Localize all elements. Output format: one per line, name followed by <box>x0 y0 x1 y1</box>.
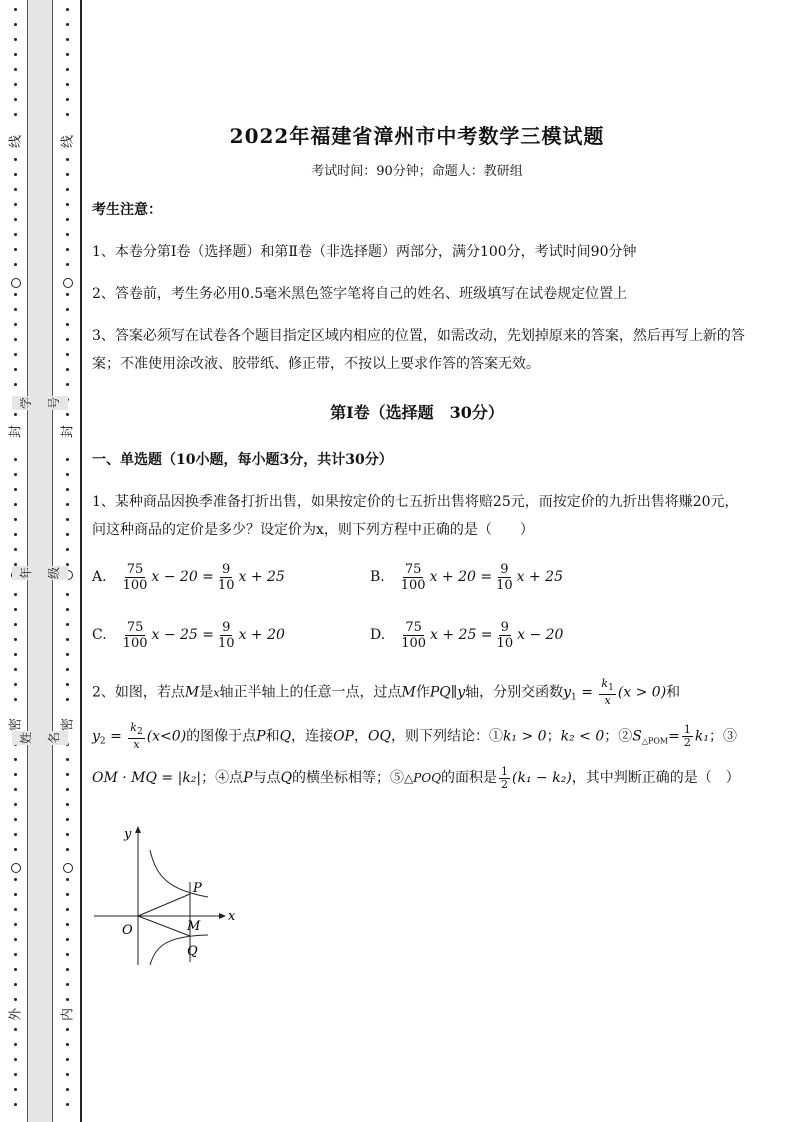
binding-dot <box>14 53 17 56</box>
binding-dot <box>14 818 17 821</box>
text-run: ，其中判断正确的是（ ） <box>571 770 740 786</box>
condition-x-positive: (x > 0) <box>617 684 667 701</box>
area-symbol: S <box>632 728 642 745</box>
binding-dot <box>14 203 17 206</box>
point-m: M <box>184 684 200 701</box>
option-label: B. <box>370 569 385 585</box>
binding-dot <box>14 323 17 326</box>
fraction-denominator: 2 <box>501 777 509 791</box>
x-axis-arrow <box>219 913 226 919</box>
point-q: Q <box>280 770 293 786</box>
binding-dot <box>66 323 69 326</box>
binding-dot <box>66 1058 69 1061</box>
p-label: P <box>193 881 202 896</box>
k1-symbol: k <box>601 677 609 690</box>
x-axis-label: x <box>228 909 236 924</box>
fraction-numerator: 9 <box>222 561 231 577</box>
binding-dot <box>14 908 17 911</box>
text-run: ，则下列结论：① <box>390 728 503 745</box>
fraction-denominator: 10 <box>496 635 514 651</box>
notice-item-2: 2、答卷前，考生务必用0.5毫米黑色签字笔将自己的姓名、班级填写在试卷规定位置上 <box>92 286 628 302</box>
binding-dot <box>14 338 17 341</box>
binding-dot <box>66 548 69 551</box>
part-one-heading: 一、单选题（10小题，每小题3分，共计30分） <box>92 452 393 468</box>
question-2-line-2: $y_2$ = $\frac{k_2}{x}$ (x<0)的图像于点P和Q，连接OP，OQ，则下列结论：①k₁ > 0；k₂ < 0；$②S_{\triangle POM}=$ $\frac{1}{2}$ k₁；③ <box>92 721 737 751</box>
question-2-line-1: 2、如图，若点M是x轴正半轴上的任意一点，过点M作PQ∥y轴，分别交函数$y_1$ = $\frac{k_1}{x}$ (x > 0)和 <box>92 677 681 707</box>
text-run: 与点 <box>252 770 281 786</box>
equation-tail: x + 25 <box>238 569 285 585</box>
point-m: M <box>401 684 416 701</box>
page-title: 2022年福建省漳州市中考数学三模试题 <box>229 124 605 148</box>
text-run: 的横坐标相等；⑤ <box>292 770 405 786</box>
binding-dot <box>14 38 17 41</box>
binding-dot <box>66 848 69 851</box>
binding-dot <box>14 248 17 251</box>
binding-dot <box>66 518 69 521</box>
binding-dot <box>14 548 17 551</box>
binding-dot <box>14 938 17 941</box>
binding-dot <box>66 203 69 206</box>
text-run: 和 <box>666 684 681 701</box>
binding-dot <box>66 938 69 941</box>
fraction-denominator: 100 <box>122 577 148 593</box>
binding-dot <box>14 308 17 311</box>
field-name: 姓名 <box>12 731 68 745</box>
binding-dot <box>14 98 17 101</box>
binding-dot <box>66 833 69 836</box>
field-student-number: 学号 <box>12 396 68 410</box>
binding-ring <box>63 278 73 288</box>
binding-dot <box>14 803 17 806</box>
binding-dot <box>14 218 17 221</box>
equation-middle: x − 25 = <box>151 627 215 643</box>
equation-tail: x + 20 <box>238 627 285 643</box>
triangle-poq: △POQ <box>404 771 442 785</box>
binding-margin <box>0 0 86 1122</box>
binding-dot <box>14 683 17 686</box>
binding-dot <box>66 8 69 11</box>
binding-dot <box>14 623 17 626</box>
binding-dot <box>66 113 69 116</box>
binding-dot <box>14 233 17 236</box>
inner-label-inside: 内 <box>60 1008 76 1022</box>
fraction-numerator: 1 <box>683 723 691 736</box>
x-axis-symbol: x <box>213 686 220 700</box>
text-run: ，连接 <box>291 728 334 745</box>
outer-label-outside: 外 <box>8 1008 24 1022</box>
binding-dot <box>66 293 69 296</box>
binding-dot <box>66 53 69 56</box>
conclusion-1a: k₁ > 0 <box>502 728 547 745</box>
equation-middle: x + 25 = <box>430 627 493 643</box>
binding-dot <box>14 68 17 71</box>
binding-dot <box>66 263 69 266</box>
option-d[interactable] <box>370 615 563 655</box>
binding-dot <box>14 23 17 26</box>
binding-dot <box>66 83 69 86</box>
m-label: M <box>187 919 201 934</box>
equation-tail: x − 20 <box>517 627 564 643</box>
text-run: 的面积是 <box>441 770 498 786</box>
binding-dot <box>66 698 69 701</box>
binding-dot <box>66 608 69 611</box>
inner-label-secret: 密 <box>60 718 76 732</box>
y-axis-arrow <box>135 826 141 833</box>
outer-label-secret: 密 <box>8 718 24 732</box>
option-b[interactable] <box>370 557 563 597</box>
binding-dot <box>14 1073 17 1076</box>
binding-dot <box>14 413 17 416</box>
segment-oq-line <box>138 916 190 936</box>
text-run: 的图像于点 <box>186 728 257 745</box>
segment-op: OP <box>333 728 354 745</box>
binding-dot <box>66 623 69 626</box>
binding-dot <box>14 953 17 956</box>
binding-dot <box>66 38 69 41</box>
binding-dot <box>66 368 69 371</box>
binding-dot <box>14 353 17 356</box>
binding-dot <box>14 968 17 971</box>
binding-dot <box>66 158 69 161</box>
binding-dot <box>66 188 69 191</box>
binding-dot <box>14 368 17 371</box>
binding-dot <box>66 998 69 1001</box>
binding-ring <box>11 863 21 873</box>
binding-dot <box>66 968 69 971</box>
fraction-denominator: 100 <box>401 635 427 651</box>
binding-dot <box>14 758 17 761</box>
binding-dot <box>66 233 69 236</box>
pq-parallel-y: PQ∥y <box>429 684 466 701</box>
binding-dot <box>14 533 17 536</box>
field-grade: 年级 <box>12 566 68 580</box>
outer-dotted-line <box>13 0 19 1122</box>
binding-dot <box>14 998 17 1001</box>
fraction-denominator: 100 <box>400 577 426 593</box>
binding-dot <box>14 518 17 521</box>
fraction-numerator: 9 <box>500 619 509 635</box>
fraction-numerator: 75 <box>126 561 144 577</box>
binding-dot <box>14 848 17 851</box>
conclusion-3: OM · MQ = |k₂| <box>92 770 202 786</box>
binding-dot <box>66 308 69 311</box>
binding-dot <box>66 683 69 686</box>
binding-dot <box>66 638 69 641</box>
option-label: D. <box>370 627 386 643</box>
binding-dot <box>14 1103 17 1106</box>
fraction-numerator: 75 <box>126 619 144 635</box>
binding-dot <box>66 878 69 881</box>
binding-rule <box>80 0 82 1122</box>
binding-dot <box>14 788 17 791</box>
inner-dotted-line <box>65 0 71 1122</box>
binding-dot <box>66 953 69 956</box>
text-run: ；③ <box>708 728 737 745</box>
binding-dot <box>14 263 17 266</box>
text-run: ， <box>353 728 368 745</box>
equation-middle: x + 20 = <box>429 569 493 585</box>
binding-dot <box>66 983 69 986</box>
fraction-numerator: 9 <box>500 561 509 577</box>
point-p: P <box>256 728 266 745</box>
fraction-denominator: 2 <box>683 736 691 749</box>
binding-dot <box>66 248 69 251</box>
binding-dot <box>14 473 17 476</box>
point-p: P <box>243 770 253 786</box>
binding-dot <box>14 983 17 986</box>
binding-dot <box>66 383 69 386</box>
binding-dot <box>14 383 17 386</box>
binding-ring <box>63 863 73 873</box>
text-run: ；② <box>604 728 633 745</box>
fraction-denominator: 10 <box>218 635 235 651</box>
binding-dot <box>66 473 69 476</box>
binding-dot <box>66 908 69 911</box>
binding-dot <box>66 803 69 806</box>
binding-dot <box>14 833 17 836</box>
binding-dot <box>14 893 17 896</box>
question-2-figure <box>90 820 250 970</box>
binding-dot <box>66 173 69 176</box>
segment-oq: OQ <box>367 728 391 745</box>
option-a[interactable] <box>92 557 285 597</box>
conclusion-1b: k₂ < 0 <box>560 728 605 745</box>
section-title: 第Ⅰ卷（选择题 30分） <box>330 403 504 422</box>
triangle-pom: △POM <box>641 736 669 746</box>
binding-dot <box>14 113 17 116</box>
text-run: ； <box>546 728 561 745</box>
binding-dot <box>14 1043 17 1046</box>
binding-dot <box>66 68 69 71</box>
page-subtitle: 考试时间：90分钟；命题人：教研组 <box>311 164 523 179</box>
equals-sign: = <box>668 728 680 745</box>
binding-dot <box>14 923 17 926</box>
segment-op-line <box>138 894 190 916</box>
question-2-line-3 <box>92 764 752 794</box>
q-label: Q <box>187 944 198 959</box>
binding-dot <box>66 218 69 221</box>
fraction-numerator: 9 <box>222 619 231 635</box>
origin-label: O <box>122 923 133 938</box>
binding-dot <box>66 893 69 896</box>
binding-dot <box>66 488 69 491</box>
fraction-denominator: 100 <box>122 635 148 651</box>
binding-dot <box>66 1043 69 1046</box>
fraction-numerator: 75 <box>404 561 422 577</box>
binding-dot <box>66 353 69 356</box>
binding-dot <box>66 668 69 671</box>
binding-dot <box>14 653 17 656</box>
fraction-denominator: 10 <box>496 577 513 593</box>
notice-heading: 考生注意： <box>92 202 162 218</box>
binding-dot <box>14 458 17 461</box>
text-run: 作 <box>415 684 430 701</box>
binding-dot <box>14 8 17 11</box>
text-run: ；④点 <box>201 770 244 786</box>
binding-dot <box>14 503 17 506</box>
binding-dot <box>66 533 69 536</box>
binding-dot <box>66 653 69 656</box>
binding-dot <box>14 1088 17 1091</box>
k-difference: (k₁ − k₂) <box>512 770 572 786</box>
fraction-denominator: 10 <box>217 577 235 593</box>
outer-label-seal: 封 <box>8 425 24 439</box>
question-1-text: 1、某种商品因换季准备打折出售，如果按定价的七五折出售将赔25元，而按定价的九折出售将赚20元，问这种商品的定价是多少？设定价为x，则下列方程中正确的是（ ） <box>92 494 739 538</box>
binding-dot <box>14 773 17 776</box>
text-run: 2、如图，若点 <box>92 684 185 701</box>
binding-dot <box>66 788 69 791</box>
y2-symbol: y <box>92 728 100 745</box>
binding-dot <box>14 608 17 611</box>
notice-item-1: 1、本卷分第Ⅰ卷（选择题）和第Ⅱ卷（非选择题）两部分，满分100分，考试时间90分钟 <box>92 244 637 260</box>
condition-x-negative: (x<0) <box>146 728 187 745</box>
k1-term: k₁ <box>694 728 709 745</box>
binding-dot <box>14 593 17 596</box>
binding-dot <box>66 458 69 461</box>
binding-dot <box>66 1103 69 1106</box>
student-info-strip <box>27 0 53 1122</box>
outer-label-line: 线 <box>8 135 24 149</box>
binding-dot <box>14 638 17 641</box>
binding-dot <box>14 173 17 176</box>
binding-dot <box>14 83 17 86</box>
binding-dot <box>66 338 69 341</box>
point-q: Q <box>279 728 292 745</box>
hyperbola-negative-branch <box>150 935 208 965</box>
text-run: 和 <box>265 728 280 745</box>
binding-dot <box>14 878 17 881</box>
option-label: A. <box>92 569 107 585</box>
fraction-numerator: 1 <box>501 764 509 778</box>
binding-dot <box>66 503 69 506</box>
binding-dot <box>66 23 69 26</box>
inner-label-line: 线 <box>60 135 76 149</box>
binding-dot <box>14 158 17 161</box>
binding-dot <box>66 1073 69 1076</box>
binding-dot <box>66 1028 69 1031</box>
text-run: 轴，分别交函数 <box>465 684 564 701</box>
fraction-numerator: 75 <box>405 619 422 635</box>
option-label: C. <box>92 627 107 643</box>
equation-tail: x + 25 <box>516 569 563 585</box>
binding-dot <box>66 773 69 776</box>
binding-dot <box>66 818 69 821</box>
text-run: 是 <box>199 684 214 701</box>
binding-dot <box>14 488 17 491</box>
binding-dot <box>14 698 17 701</box>
binding-dot <box>14 1058 17 1061</box>
binding-dot <box>14 293 17 296</box>
notice-item-3: 3、答案必须写在试卷各个题目指定区域内相应的位置，如需改动，先划掉原来的答案，然后再写上新的答案；不准使用涂改液、胶带纸、修正带，不按以上要求作答的答案无效。 <box>92 328 745 372</box>
inner-label-seal: 封 <box>60 425 76 439</box>
y-axis-label: y <box>124 827 132 842</box>
binding-dot <box>66 1088 69 1091</box>
text-run: 轴正半轴上的任意一点，过点 <box>219 684 402 701</box>
equation-middle: x − 20 = <box>151 569 214 585</box>
binding-dot <box>66 413 69 416</box>
binding-dot <box>66 98 69 101</box>
binding-dot <box>14 188 17 191</box>
binding-ring <box>11 278 21 288</box>
binding-dot <box>66 923 69 926</box>
binding-dot <box>66 758 69 761</box>
binding-dot <box>14 1028 17 1031</box>
k2-symbol: k <box>130 721 137 734</box>
binding-dot <box>14 668 17 671</box>
option-c[interactable] <box>92 615 285 655</box>
y1-symbol: y <box>563 684 572 701</box>
binding-dot <box>66 593 69 596</box>
